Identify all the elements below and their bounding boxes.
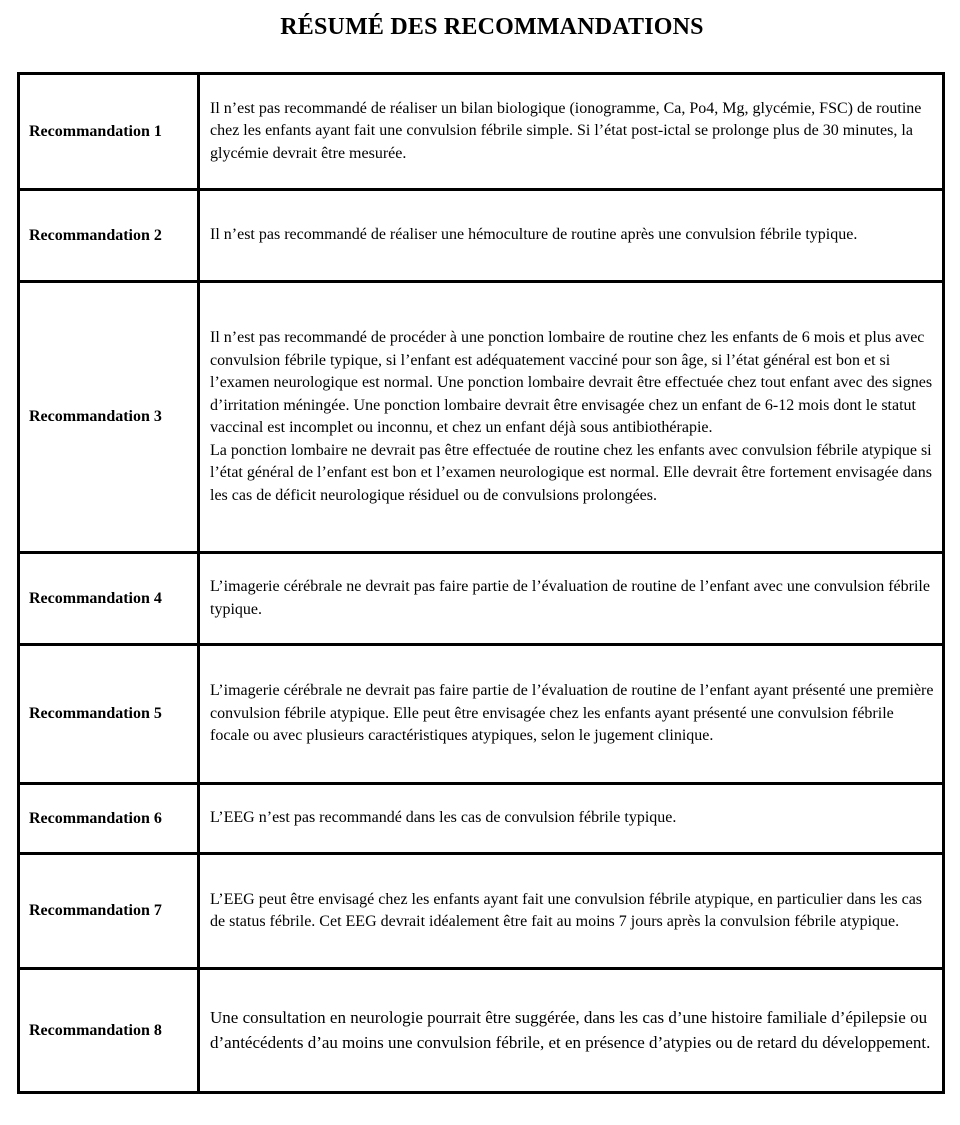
recommendation-paragraph: L’imagerie cérébrale ne devrait pas faire partie de l’évaluation de routine de l’enfant ayant présenté une première convulsion fébrile atypique. Elle peut être envisagée chez les enfants ayant présenté une convulsion fébrile focale ou avec plusieurs caractéristiques atypiques, selon le jugement clinique. xyxy=(210,682,934,745)
recommendation-paragraph: Il n’est pas recommandé de réaliser un bilan biologique (ionogramme, Ca, Po4, Mg, glycémie, FSC) de routine chez les enfants ayant fait une convulsion fébrile simple. Si l’état post-ictal se prolonge plus de 30 minutes, la glycémie devrait être mesurée. xyxy=(210,99,922,162)
recommendation-label: Recommandation 8 xyxy=(20,970,200,1091)
recommendation-row-3 xyxy=(20,283,942,554)
recommendation-label: Recommandation 4 xyxy=(20,554,200,643)
recommendation-paragraph: L’EEG peut être envisagé chez les enfants ayant fait une convulsion fébrile atypique, en particulier dans les cas de status fébrile. Cet EEG devrait idéalement être fait au moins 7 jours après la convulsion fébrile atypique. xyxy=(210,890,923,930)
recommendation-text xyxy=(200,554,942,643)
recommendation-paragraph: Il n’est pas recommandé de réaliser une hémoculture de routine après une convulsion fébrile typique. xyxy=(210,226,858,244)
recommendation-paragraph: L’imagerie cérébrale ne devrait pas faire partie de l’évaluation de routine de l’enfant avec une convulsion fébrile typique. xyxy=(210,578,930,618)
recommendation-paragraph: L’EEG n’est pas recommandé dans les cas de convulsion fébrile typique. xyxy=(210,809,677,827)
recommendation-row-1 xyxy=(20,75,942,191)
recommendation-paragraph: Il n’est pas recommandé de procéder à une ponction lombaire de routine chez les enfants de 6 mois et plus avec convulsion fébrile typique, si l’enfant est adéquatement vacciné pour son âge, si l’état général est bon et si l’examen neurologique est normal. Une ponction lombaire devrait être effectuée chez tout enfant avec des signes d’irritation méningée. Une ponction lombaire devrait être envisagée chez un enfant de 6-12 mois dont le statut vaccinal est incomplet ou inconnu, et chez un enfant déjà sous antibiothérapie. xyxy=(210,329,933,436)
recommendation-label: Recommandation 7 xyxy=(20,855,200,967)
recommendation-label: Recommandation 3 xyxy=(20,283,200,551)
recommendation-label: Recommandation 5 xyxy=(20,646,200,782)
recommendation-label: Recommandation 2 xyxy=(20,191,200,280)
recommendation-text xyxy=(200,785,942,852)
recommendations-table xyxy=(17,72,945,1094)
recommendation-text xyxy=(200,75,942,188)
recommendation-label: Recommandation 6 xyxy=(20,785,200,852)
recommendation-row-5 xyxy=(20,646,942,785)
recommendation-text xyxy=(200,970,942,1091)
recommendation-row-6 xyxy=(20,785,942,855)
recommendation-label: Recommandation 1 xyxy=(20,75,200,188)
recommendation-paragraph: Une consultation en neurologie pourrait être suggérée, dans les cas d’une histoire familiale d’épilepsie ou d’antécédents d’au moins une convulsion fébrile, et en présence d’atypies ou de retard du développement. xyxy=(210,1008,931,1052)
recommendation-row-8 xyxy=(20,970,942,1094)
recommendation-row-4 xyxy=(20,554,942,646)
recommendation-text xyxy=(200,855,942,967)
recommendation-paragraph: La ponction lombaire ne devrait pas être effectuée de routine chez les enfants avec convulsion fébrile atypique si l’état général de l’enfant est bon et l’examen neurologique est normal. Elle devrait être fortement envisagée dans les cas de déficit neurologique résiduel ou de convulsions prolongées. xyxy=(210,441,932,504)
recommendation-row-2 xyxy=(20,191,942,283)
recommendation-text xyxy=(200,191,942,280)
recommendation-text xyxy=(200,283,942,551)
recommendation-text xyxy=(200,646,942,782)
recommendation-row-7 xyxy=(20,855,942,970)
page-title: RÉSUMÉ DES RECOMMANDATIONS xyxy=(280,14,704,40)
